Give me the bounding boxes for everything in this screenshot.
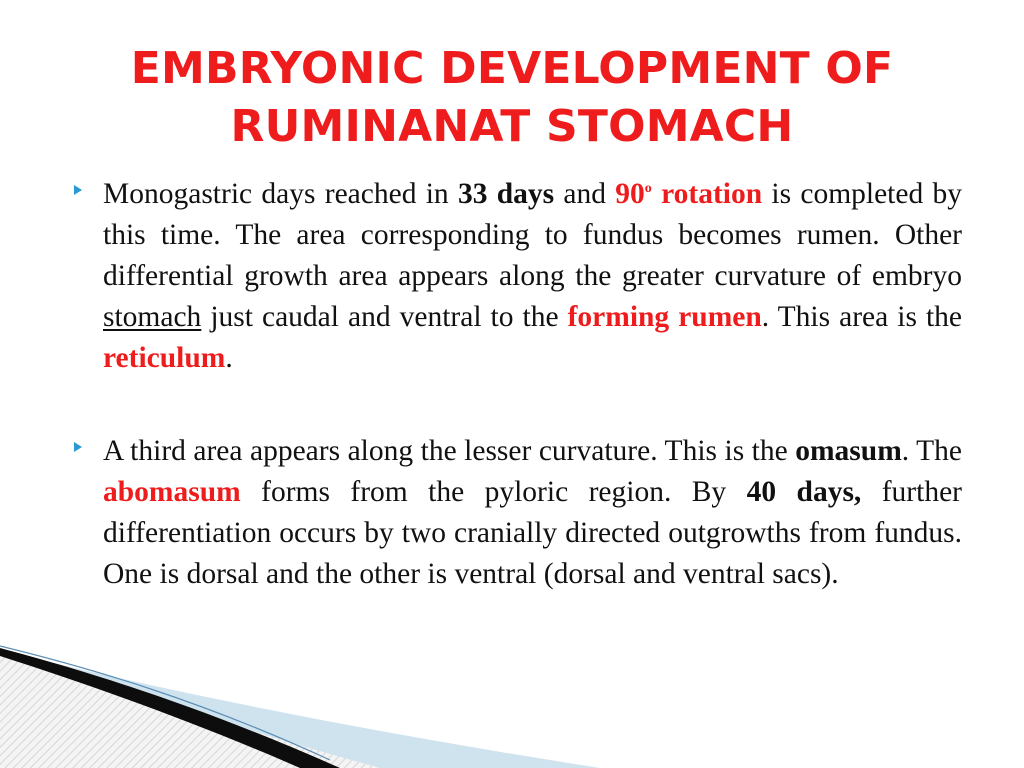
text-run: and — [554, 178, 616, 210]
emphasis-33-days: 33 days — [457, 178, 555, 210]
slide-title-line-1: EMBRYONIC DEVELOPMENT OF — [130, 43, 894, 94]
text-run: . The — [901, 435, 962, 467]
stomach-link[interactable]: stomach — [103, 301, 202, 333]
text-run: just caudal and ventral to the — [201, 301, 568, 333]
text-run: . This area is the — [761, 301, 962, 333]
text-run: forms from the pyloric region. By — [240, 476, 747, 508]
text-run: A third area appears along the lesser curvature. This is the — [103, 435, 796, 467]
text-run: Monogastric days reached in — [103, 178, 458, 210]
emphasis-reticulum: reticulum — [103, 342, 226, 374]
emphasis-40-days: 40 days, — [746, 476, 862, 508]
emphasis-rotation: rotation — [661, 178, 763, 210]
text-run: . — [225, 342, 233, 374]
emphasis-forming-rumen: forming rumen — [567, 301, 762, 333]
emphasis-abomasum: abomasum — [103, 476, 241, 508]
emphasis-omasum: omasum — [795, 435, 902, 467]
slide-title-line-2: RUMINANAT STOMACH — [230, 101, 794, 152]
text-run: further differentiation occurs by two cranially directed outgrowths from fundus. One is dorsal and the other is ventral (dorsal and ventral sacs). — [103, 476, 962, 590]
emphasis-90: 90 — [615, 178, 645, 210]
text-run: is completed by this time. The area corresponding to fundus becomes rumen. Other differential growth area appears along the greater curvature of embryo — [103, 178, 963, 292]
degree-superscript: o — [644, 181, 652, 196]
